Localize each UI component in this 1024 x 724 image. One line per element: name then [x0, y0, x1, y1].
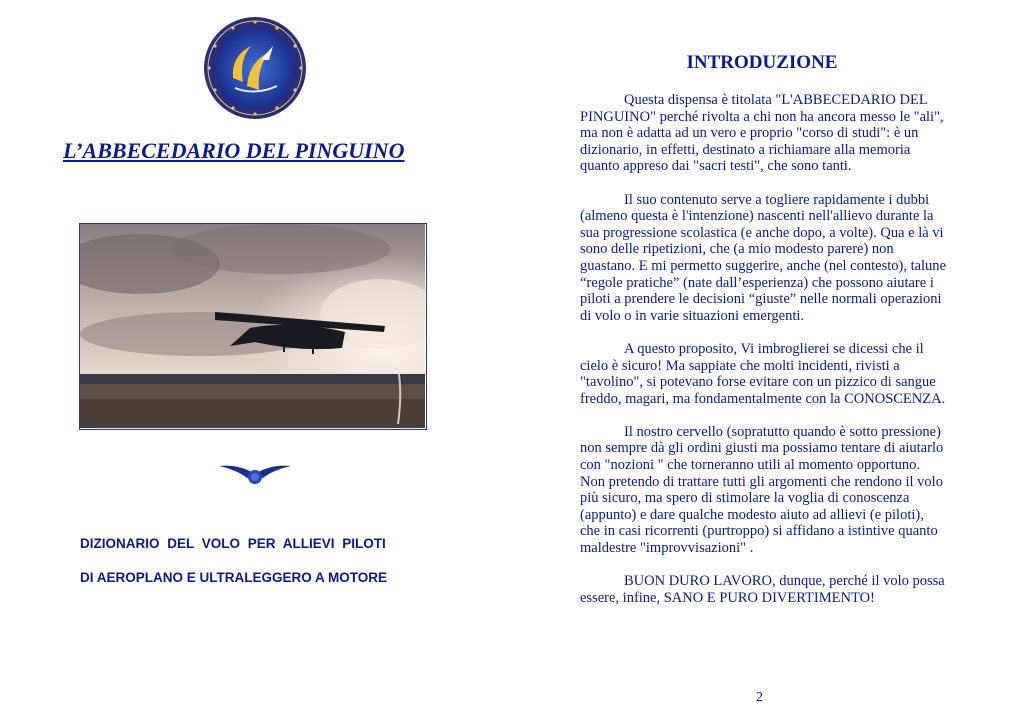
page-number: 2: [756, 690, 763, 705]
paragraph: Il suo contenuto serve a togliere rapidamente i dubbi (almeno questa è l'intenzione) nascenti nell'allievo durante la sua progressione scolastica (e anche dopo, a volte). Qua e là vi sono delle ripetizioni, che (a mio modesto parere) non guastano. E mi permetto suggerire, anche (nel contesto), talune “regole pratiche” (nate dall’esperienza) che possono aiutare i piloti a prendere le decisioni “giuste” nelle normali operazioni di volo o in varie situazioni emergenti.: [580, 191, 946, 324]
subtitle-line-2: DI AEROPLANO E ULTRALEGGERO A MOTORE: [80, 570, 388, 585]
paragraph: Questa dispensa è titolata "L'ABBECEDARIO DEL PINGUINO" perché rivolta a chi non ha ancora messo le "ali", ma non è adatta ad un vero e proprio "corso di studi": è un dizionario, in effetti, destinato a richiamare alla memoria quanto appreso dai "sacri testi", che sono tanti.: [580, 92, 944, 175]
document-title: L’ABBECEDARIO DEL PINGUINO: [63, 138, 405, 163]
paragraph: A questo proposito, Vi imbroglierei se dicessi che il cielo è sicuro! Ma sappiate che molti incidenti, rivisti a "tavolino", si potevano forse evitare con un pizzico di sangue freddo, magari, ma fondamentalmente con la CONOSCENZA.: [580, 340, 946, 407]
right-page: [512, 0, 1024, 724]
club-logo-icon: [203, 16, 307, 120]
airplane-photo: [79, 223, 427, 430]
introduction-heading-text: INTRODUZIONE: [686, 52, 838, 73]
winged-emblem-icon: [219, 460, 291, 488]
paragraph: Il nostro cervello (sopratutto quando è sotto pressione) non sempre dà gli ordini giusti ma possiamo tentare di aiutarlo con "nozioni " che torneranno utili al momento opportuno. Non pretendo di trattare tutti gli argomenti che rendono il volo più sicuro, ma spero di stimolare la voglia di conoscenza (appunto) e dare qualche modesto aiuto ad allievi (e piloti), che in casi ricorrenti (purtroppo) si affidano a istintive quanto maldestre "improvvisazioni" .: [580, 423, 944, 557]
subtitle-line-1: DIZIONARIO DEL VOLO PER ALLIEVI PILOTI: [80, 536, 386, 551]
airplane-sunset-image: [80, 224, 425, 428]
introduction-body: [580, 92, 946, 623]
paragraph: BUON DURO LAVORO, dunque, perché il volo possa essere, infine, SANO E PURO DIVERTIMENTO!: [580, 573, 945, 606]
introduction-heading: [512, 52, 1012, 74]
